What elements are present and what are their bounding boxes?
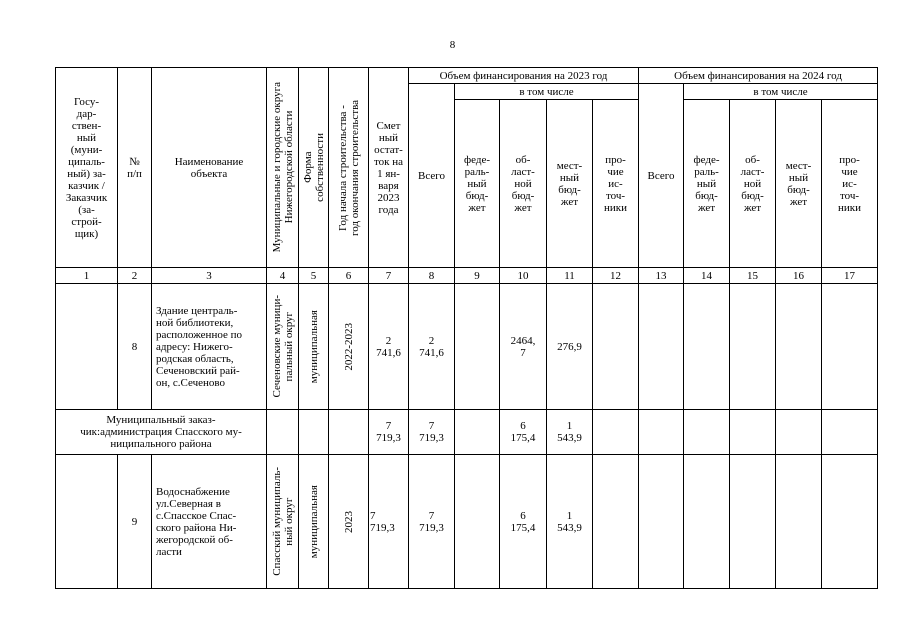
row1-total-2024	[639, 284, 684, 410]
header-fin-2024: Объем финансирования на 2024 год	[639, 68, 878, 84]
row1-other-2023	[593, 284, 639, 410]
group-other-2023	[593, 410, 639, 455]
header-regional-2023: об- ласт- ной бюд- жет	[500, 100, 547, 268]
row1-district: Сеченовские муници- пальный округ	[267, 284, 299, 410]
col-num: 8	[409, 268, 455, 284]
col-num: 1	[56, 268, 118, 284]
group-regional-2023: 6 175,4	[500, 410, 547, 455]
header-other-2024: про- чие ис- точ- ники	[822, 100, 878, 268]
header-num: № п/п	[118, 68, 152, 268]
group-years	[329, 410, 369, 455]
col-num: 15	[730, 268, 776, 284]
col-num: 12	[593, 268, 639, 284]
row1-local-2023: 276,9	[547, 284, 593, 410]
row2-regional-2023: 6 175,4	[500, 455, 547, 589]
header-other-2023: про- чие ис- точ- ники	[593, 100, 639, 268]
col-num: 17	[822, 268, 878, 284]
header-local-2024: мест- ный бюд- жет	[776, 100, 822, 268]
col-num: 7	[369, 268, 409, 284]
row2-other-2024	[822, 455, 878, 589]
group-federal-2024	[684, 410, 730, 455]
row2-ownership: муниципальная	[299, 455, 329, 589]
row2-estimate: 7 719,3	[369, 455, 409, 589]
header-ownership: Форма собственности	[299, 68, 329, 268]
header-federal-2024: феде- раль- ный бюд- жет	[684, 100, 730, 268]
row1-estimate: 2 741,6	[369, 284, 409, 410]
col-num: 16	[776, 268, 822, 284]
col-num: 6	[329, 268, 369, 284]
row1-years: 2022-2023	[329, 284, 369, 410]
row2-other-2023	[593, 455, 639, 589]
col-num: 9	[455, 268, 500, 284]
col-num: 2	[118, 268, 152, 284]
header-name: Наименование объекта	[152, 68, 267, 268]
group-customer-label: Муниципальный заказ- чик:администрация Спасского му- ниципального района	[56, 410, 267, 455]
group-total-2023: 7 719,3	[409, 410, 455, 455]
row2-district: Спасский муниципаль- ный округ	[267, 455, 299, 589]
row2-federal-2023	[455, 455, 500, 589]
row1-ownership: муниципальная	[299, 284, 329, 410]
row2-local-2024	[776, 455, 822, 589]
header-federal-2023: феде- раль- ный бюд- жет	[455, 100, 500, 268]
row1-other-2024	[822, 284, 878, 410]
group-federal-2023	[455, 410, 500, 455]
header-fin-2023: Объем финансирования на 2023 год	[409, 68, 639, 84]
header-total-2024: Всего	[639, 84, 684, 268]
row1-regional-2024	[730, 284, 776, 410]
column-numbers-row	[56, 268, 878, 284]
table-row	[56, 284, 878, 410]
header-regional-2024: об- ласт- ной бюд- жет	[730, 100, 776, 268]
header-estimate: Смет ный остат- ток на 1 ян- варя 2023 года	[369, 68, 409, 268]
row2-total-2023: 7 719,3	[409, 455, 455, 589]
row1-name: Здание централь- ной библиотеки, расположенное по адресу: Нижего- родская область, Сеченовский рай- он, с.Сеченово	[152, 284, 267, 410]
col-num: 4	[267, 268, 299, 284]
row1-num: 8	[118, 284, 152, 410]
row1-federal-2023	[455, 284, 500, 410]
header-customer: Госу- дар- ствен- ный (муни- ципаль- ный) за- казчик / Заказчик (за- строй- щик)	[56, 68, 118, 268]
header-incl-2024: в том числе	[684, 84, 878, 100]
col-num: 14	[684, 268, 730, 284]
row2-total-2024	[639, 455, 684, 589]
header-incl-2023: в том числе	[455, 84, 639, 100]
group-ownership	[299, 410, 329, 455]
row2-regional-2024	[730, 455, 776, 589]
group-total-2024	[639, 410, 684, 455]
header-years: Год начала строительства - год окончания строительства	[329, 68, 369, 268]
row1-local-2024	[776, 284, 822, 410]
row2-years: 2023	[329, 455, 369, 589]
group-other-2024	[822, 410, 878, 455]
row2-name: Водоснабжение ул.Северная в с.Спасское Спас- ского района Ни- жегородской об- ласти	[152, 455, 267, 589]
page-number: 8	[449, 39, 456, 51]
row2-federal-2024	[684, 455, 730, 589]
row2-customer	[56, 455, 118, 589]
financing-table	[55, 67, 878, 589]
header-row-1	[56, 68, 878, 84]
col-num: 3	[152, 268, 267, 284]
header-total-2023: Всего	[409, 84, 455, 268]
col-num: 11	[547, 268, 593, 284]
col-num: 10	[500, 268, 547, 284]
group-regional-2024	[730, 410, 776, 455]
row1-customer	[56, 284, 118, 410]
col-num: 5	[299, 268, 329, 284]
group-estimate: 7 719,3	[369, 410, 409, 455]
col-num: 13	[639, 268, 684, 284]
header-local-2023: мест- ный бюд- жет	[547, 100, 593, 268]
row2-num: 9	[118, 455, 152, 589]
row1-federal-2024	[684, 284, 730, 410]
row1-total-2023: 2 741,6	[409, 284, 455, 410]
header-district: Муниципальные и городские округа Нижегородской области	[267, 68, 299, 268]
group-local-2023: 1 543,9	[547, 410, 593, 455]
group-district	[267, 410, 299, 455]
group-local-2024	[776, 410, 822, 455]
group-row	[56, 410, 878, 455]
table-row	[56, 455, 878, 589]
row1-regional-2023: 2464, 7	[500, 284, 547, 410]
row2-local-2023: 1 543,9	[547, 455, 593, 589]
